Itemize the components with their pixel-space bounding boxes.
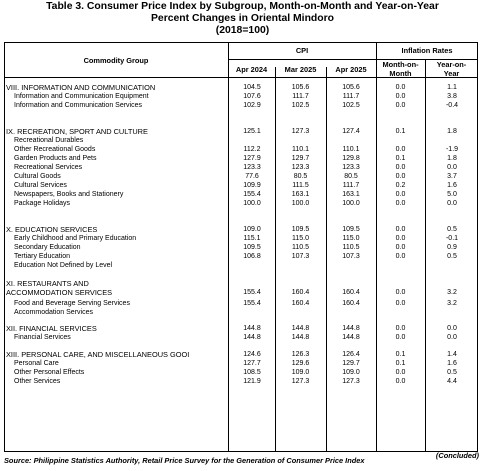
col-mar-2025: Mar 2025 (284, 65, 317, 74)
yoy-value: 1.1 (447, 84, 457, 91)
subgroup-label: Other Services (14, 378, 61, 385)
subgroup-label: Newspapers, Books and Stationery (14, 191, 124, 198)
col-apr-2025: Apr 2025 (335, 65, 367, 74)
mom-value: 0.0 (395, 244, 406, 251)
mar-2025-value: 115.0 (292, 235, 309, 242)
col-month-on-month: Month-on- Month (382, 60, 419, 78)
col-year-on-year: Year-on- Year (436, 60, 467, 78)
apr-2024-value: 125.1 (243, 128, 261, 135)
subgroup-label: Other Recreational Goods (14, 146, 96, 153)
mar-2025-value: 107.3 (291, 253, 310, 260)
category-label: XIII. PERSONAL CARE, AND MISCELLANEOUS GOOI (6, 350, 190, 359)
mom-value: 0.0 (395, 325, 406, 332)
apr-2025-value: 127.3 (342, 378, 360, 385)
mar-2025-value: 129.6 (291, 360, 310, 367)
mom-value: 0.0 (395, 334, 406, 341)
apr-2025-value: 127.4 (342, 128, 360, 135)
apr-2025-value: 109.5 (342, 226, 360, 233)
apr-2025-value: 111.7 (342, 93, 360, 100)
apr-2025-value: 144.8 (342, 325, 360, 332)
apr-2024-value: 109.0 (243, 226, 261, 233)
subgroup-label: Information and Communication Services (14, 102, 143, 109)
mar-2025-value: 123.3 (291, 164, 310, 171)
apr-2025-value: 102.5 (342, 102, 360, 109)
apr-2024-value: 109.9 (243, 182, 261, 189)
apr-2025-value: 110.1 (342, 146, 360, 153)
subgroup-label: Other Personal Effects (14, 369, 85, 376)
apr-2024-value: 155.4 (243, 289, 261, 296)
mar-2025-value: 80.5 (293, 173, 308, 180)
apr-2024-value: 121.9 (243, 378, 261, 385)
mar-2025-value: 110.5 (292, 244, 309, 251)
col-apr-2024: Apr 2024 (235, 65, 268, 74)
mar-2025-value: 102.5 (291, 102, 310, 109)
mom-value: 0.1 (395, 128, 406, 135)
table-row (4, 136, 478, 145)
mar-2025-value: 144.8 (291, 334, 310, 341)
apr-2024-value: 109.5 (243, 244, 261, 251)
apr-2025-value: 110.5 (342, 244, 360, 251)
yoy-value: 3.2 (447, 300, 457, 307)
table-row (4, 324, 478, 333)
mar-2025-value: 111.5 (292, 182, 309, 189)
apr-2025-value: 109.0 (342, 369, 360, 376)
mom-value: 0.0 (395, 369, 406, 376)
table-row (4, 261, 478, 270)
mar-2025-value: 109.5 (291, 226, 310, 233)
apr-2025-value: 107.3 (342, 253, 360, 260)
table-row (4, 377, 478, 386)
inflation-rates-header: Inflation Rates (401, 46, 453, 55)
subgroup-label: Recreational Services (14, 164, 83, 171)
yoy-value: 3.2 (447, 289, 457, 296)
apr-2024-value: 127.9 (243, 155, 261, 162)
category-label: ACCOMMODATION SERVICES (6, 288, 113, 297)
yoy-value: 0.0 (447, 325, 457, 332)
mom-value: 0.0 (395, 235, 406, 242)
mom-value: 0.1 (395, 360, 406, 367)
table-row (4, 181, 478, 190)
mom-value: 0.0 (395, 289, 406, 296)
table-row (4, 172, 478, 181)
commodity-group-header: Commodity Group (83, 56, 149, 65)
apr-2025-value: 80.5 (344, 173, 358, 180)
yoy-value: 1.8 (447, 155, 457, 162)
apr-2024-value: 123.3 (243, 164, 261, 171)
category-label: X. EDUCATION SERVICES (6, 225, 98, 234)
yoy-value: 0.5 (447, 253, 457, 260)
apr-2024-value: 112.2 (243, 146, 261, 153)
table-row (4, 288, 478, 297)
apr-2024-value: 124.6 (243, 351, 261, 358)
yoy-value: 1.6 (447, 182, 457, 189)
table-row (4, 92, 478, 101)
table-row (4, 101, 478, 110)
apr-2024-value: 155.4 (243, 191, 261, 198)
yoy-value: 1.6 (447, 360, 457, 367)
yoy-value: 3.7 (447, 173, 457, 180)
mom-value: 0.0 (395, 164, 406, 171)
mom-value: 0.0 (395, 102, 406, 109)
mar-2025-value: 160.4 (291, 300, 310, 307)
category-label: IX. RECREATION, SPORT AND CULTURE (6, 127, 148, 136)
table-row (4, 308, 478, 317)
table-row (4, 359, 478, 368)
yoy-value: 4.4 (447, 378, 457, 385)
apr-2025-value: 100.0 (342, 200, 360, 207)
apr-2024-value: 144.8 (243, 325, 261, 332)
table-row (4, 199, 478, 208)
apr-2024-value: 100.0 (243, 200, 261, 207)
yoy-value: 0.5 (447, 369, 457, 376)
mom-value: 0.2 (395, 182, 406, 189)
apr-2024-value: 104.5 (243, 84, 261, 91)
mom-value: 0.0 (395, 173, 406, 180)
apr-2025-value: 144.8 (342, 334, 360, 341)
subgroup-label: Cultural Services (14, 182, 67, 189)
yoy-value: 0.9 (447, 244, 457, 251)
table-row (4, 127, 478, 136)
apr-2025-value: 129.7 (342, 360, 360, 367)
table-row (4, 190, 478, 199)
table-title (0, 1, 485, 37)
subgroup-label: Package Holidays (14, 200, 71, 207)
apr-2024-value: 155.4 (243, 300, 261, 307)
mom-value: 0.0 (395, 226, 406, 233)
apr-2025-value: 115.0 (342, 235, 360, 242)
table-row (4, 368, 478, 377)
apr-2025-value: 160.4 (342, 300, 360, 307)
apr-2024-value: 108.5 (243, 369, 261, 376)
apr-2024-value: 107.6 (243, 93, 261, 100)
table-row (4, 279, 478, 288)
mar-2025-value: 127.3 (291, 378, 310, 385)
yoy-value: -0.1 (445, 235, 459, 242)
table-row (4, 243, 478, 252)
apr-2024-value: 127.7 (243, 360, 261, 367)
mom-value: 0.0 (395, 84, 406, 91)
title-line-1: Table 3. Consumer Price Index by Subgroup, Month-on-Month and Year-on-Year (46, 1, 439, 12)
mom-value: 0.0 (395, 200, 406, 207)
category-label: XI. RESTAURANTS AND (6, 279, 89, 288)
mar-2025-value: 100.0 (291, 200, 310, 207)
apr-2024-value: 115.1 (243, 235, 261, 242)
table-row (4, 252, 478, 261)
yoy-value: 1.8 (447, 128, 457, 135)
title-line-3: (2018=100) (215, 25, 270, 36)
category-label: VIII. INFORMATION AND COMMUNICATION (6, 83, 156, 92)
apr-2024-value: 144.8 (243, 334, 261, 341)
mar-2025-value: 105.6 (291, 84, 310, 91)
mar-2025-value: 126.3 (291, 351, 310, 358)
mar-2025-value: 127.3 (291, 128, 310, 135)
yoy-value: 1.4 (447, 351, 457, 358)
mar-2025-value: 160.4 (291, 289, 310, 296)
category-label: XII. FINANCIAL SERVICES (6, 324, 97, 333)
subgroup-label: Personal Care (14, 360, 59, 367)
table-row (4, 234, 478, 243)
subgroup-label: Cultural Goods (14, 173, 61, 180)
yoy-value: 0.0 (447, 200, 457, 207)
table-row (4, 225, 478, 234)
subgroup-label: Food and Beverage Serving Services (14, 300, 130, 307)
subgroup-label: Early Childhood and Primary Education (14, 235, 137, 242)
apr-2024-value: 106.8 (243, 253, 261, 260)
apr-2025-value: 163.1 (342, 191, 360, 198)
subgroup-label: Secondary Education (14, 244, 81, 251)
subgroup-label: Recreational Durables (14, 137, 84, 144)
subgroup-label: Accommodation Services (14, 309, 93, 316)
subgroup-label: Information and Communication Equipment (14, 93, 149, 100)
apr-2025-value: 111.7 (342, 182, 360, 189)
apr-2025-value: 129.8 (342, 155, 360, 162)
table-row (4, 350, 478, 359)
mar-2025-value: 163.1 (291, 191, 310, 198)
mar-2025-value: 144.8 (291, 325, 310, 332)
subgroup-label: Tertiary Education (14, 253, 71, 260)
mom-value: 0.0 (395, 300, 406, 307)
mom-value: 0.0 (395, 378, 406, 385)
table-row (4, 83, 478, 92)
mom-value: 0.1 (395, 351, 406, 358)
mom-value: 0.1 (395, 155, 406, 162)
yoy-value: -0.4 (445, 102, 459, 109)
title-line-2: Percent Changes in Oriental Mindoro (150, 13, 335, 24)
mom-value: 0.0 (395, 191, 406, 198)
apr-2025-value: 126.4 (342, 351, 360, 358)
apr-2024-value: 77.6 (245, 173, 259, 180)
yoy-value: -1.9 (445, 146, 459, 153)
yoy-value: 0.0 (447, 164, 457, 171)
table-row (4, 163, 478, 172)
mar-2025-value: 129.7 (291, 155, 310, 162)
subgroup-label: Financial Services (14, 334, 71, 341)
yoy-value: 0.5 (447, 226, 457, 233)
table-row (4, 145, 478, 154)
cpi-header: CPI (295, 46, 309, 55)
table-row (4, 299, 478, 308)
mar-2025-value: 110.1 (292, 146, 309, 153)
subgroup-label: Education Not Defined by Level (14, 262, 113, 269)
table-row (4, 154, 478, 163)
apr-2025-value: 123.3 (342, 164, 360, 171)
mar-2025-value: 111.7 (292, 93, 309, 100)
concluded-note: (Concluded) (435, 451, 479, 460)
yoy-value: 3.8 (447, 93, 457, 100)
source-footnote: Source: Philippine Statistics Authority, Retail Price Survey for the Generation of Consumer Price Index (4, 456, 365, 465)
mom-value: 0.0 (395, 93, 406, 100)
table-row (4, 333, 478, 342)
apr-2025-value: 160.4 (342, 289, 360, 296)
cpi-table (4, 42, 478, 452)
apr-2024-value: 102.9 (243, 102, 261, 109)
subgroup-label: Garden Products and Pets (14, 155, 97, 162)
mar-2025-value: 109.0 (291, 369, 310, 376)
yoy-value: 0.0 (447, 334, 457, 341)
mom-value: 0.0 (395, 253, 406, 260)
apr-2025-value: 105.6 (342, 84, 360, 91)
mom-value: 0.0 (395, 146, 406, 153)
yoy-value: 5.0 (447, 191, 457, 198)
